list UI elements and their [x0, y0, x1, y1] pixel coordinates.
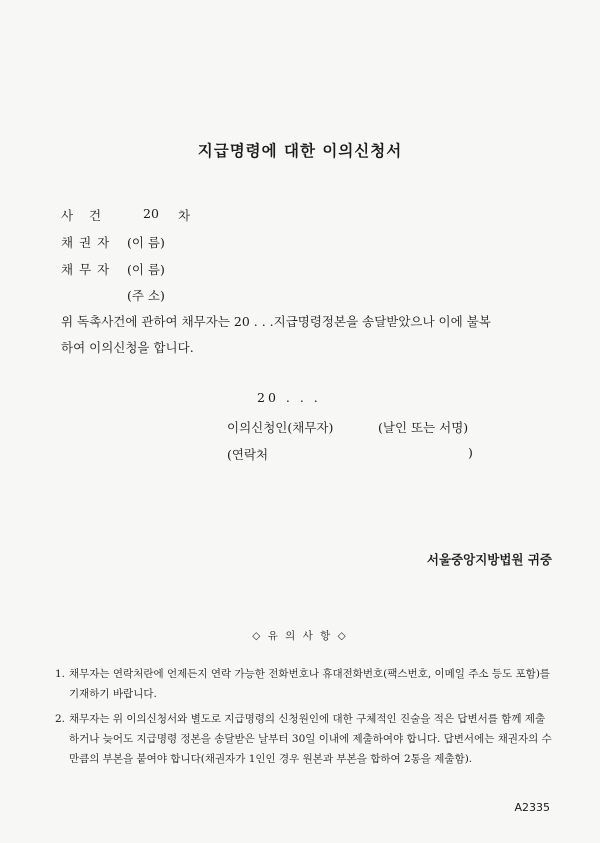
contact-label: (연락처: [227, 447, 269, 462]
creditor-label: 채권자: [61, 235, 116, 250]
notes-heading: ◇ 유 의 사 항 ◇: [252, 630, 348, 642]
statement-line-1: 위 독촉사건에 관하여 채무자는 20 . . .지급명령정본을 송달받았으나 이에 불복: [61, 314, 491, 329]
note-text: 채무자는 연락처란에 언제든지 연락 가능한 전화번호나 휴대전화번호(팩스번호, 이메일 주소 등도 포함)를 기재하기 바랍니다.: [69, 668, 551, 700]
note-text: 채무자는 위 이의신청서와 별도로 지급명령의 신청원인에 대한 구체적인 진술을 적은 답변서를 함께 제출하거나 늦어도 지급명령 정본을 송달받은 날부터 30일 이내에 제출하여야 합니다. 답변서에는 채권자의 수만큼의 부본을 붙여야 합니다(채권자가 1인인 경우 원본과 부본을 합하여 2통을 제출함).: [69, 713, 552, 765]
statement-paragraph: [61, 309, 551, 361]
contact-close: ): [468, 445, 473, 460]
note-item-2: [55, 709, 555, 769]
debtor-label: 채무자: [61, 262, 116, 277]
case-year: 20: [143, 206, 159, 221]
note-number: 1.: [55, 668, 66, 680]
case-label: 사 건: [61, 208, 108, 223]
court-name: 서울중앙지방법원 귀중: [426, 552, 552, 567]
page-title: 지급명령에 대한 이의신청서: [197, 142, 403, 160]
debtor-name-label: (이 름): [127, 262, 165, 277]
note-number: 2.: [55, 713, 66, 725]
note-item-1: [55, 664, 555, 704]
case-suffix: 차: [178, 208, 191, 223]
statement-line-2: 하여 이의신청을 합니다.: [61, 340, 194, 355]
form-code: A2335: [514, 801, 550, 814]
creditor-name-label: (이 름): [127, 235, 165, 250]
debtor-address-label: (주 소): [127, 288, 165, 303]
date-line: 20 . . .: [257, 390, 321, 405]
applicant-label: 이의신청인(채무자): [227, 420, 334, 435]
seal-or-signature: (날인 또는 서명): [378, 420, 469, 435]
